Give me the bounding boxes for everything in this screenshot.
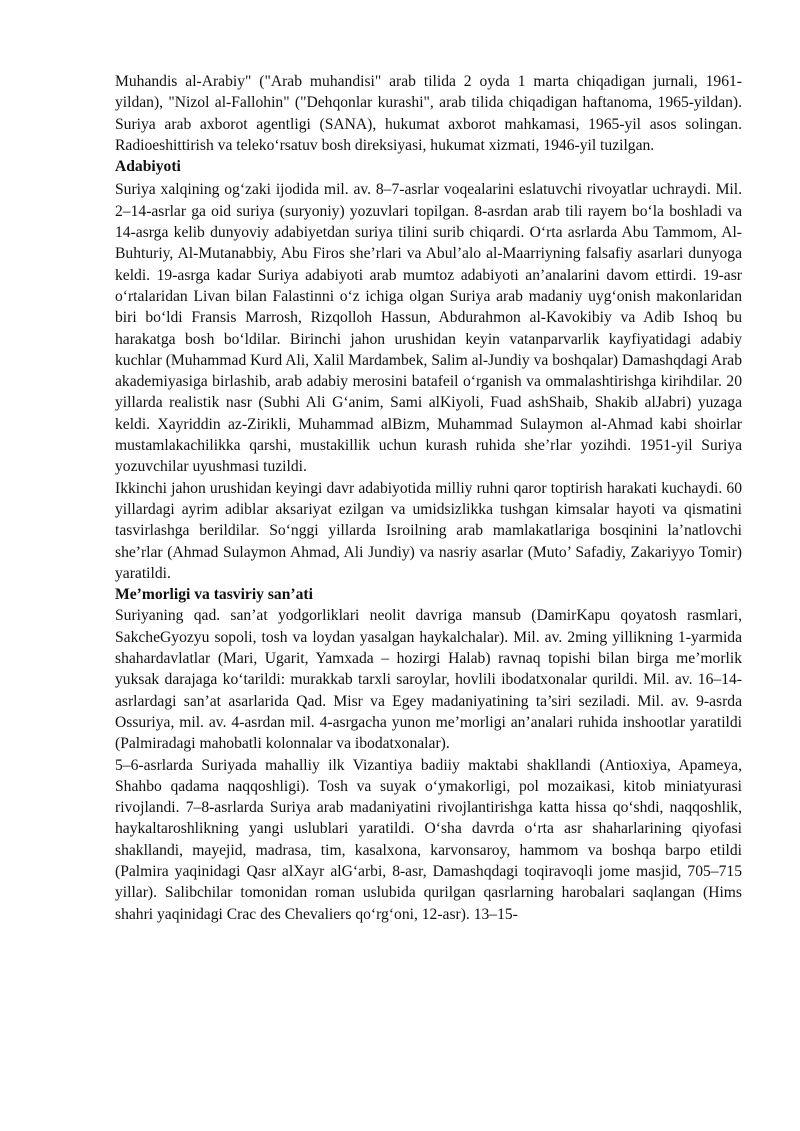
- paragraph-adabiyot-1: Suriya xalqining og‘zaki ijodida mil. av. 8–7-asrlar voqealarini eslatuvchi rivoyatlar uchraydi. Mil. 2–14-asrlar ga oid suriya (suryoniy) yozuvlari topilgan. 8-asrdan arab tili rayem bo‘la boshladi va 14-asrga kelib dunyoviy adabiyetdan suriya tilini surib chiqardi. O‘rta asrlarda Abu Tammom, Al-Buhturiy, Al-Mutanabbiy, Abu Firos she’rlari va Abul’alo al-Maarriyning falsafiy asarlari dunyoga keldi. 19-asrga kadar Suriya adabiyoti arab mumtoz adabiyoti an’analarini davom ettirdi. 19-asr o‘rtalaridan Livan bilan Falastinni o‘z ichiga olgan Suriya arab madaniy uyg‘onish makonlaridan biri bo‘ldi Fransis Marrosh, Rizqolloh Hassun, Abdurahmon al-Kavokibiy va Adib Ishoq bu harakatga bosh bo‘ldilar. Birinchi jahon urushidan keyin vatanparvarlik kayfiyatidagi adabiy kuchlar (Muhammad Kurd Ali, Xalil Mardambek, Salim al-Jundiy va boshqalar) Damashqdagi Arab akademiyasiga birlashib, arab adabiy merosini batafeil o‘rganish va ommalashtirishga kirihdilar. 20 yillarda realistik nasr (Subhi Ali G‘anim, Sami alKiyoli, Fuad ashShaib, Shakib alJabri) yuzaga keldi. Xayriddin az-Zirikli, Muhammad alBizm, Muhammad Sulaymon al-Ahmad kabi shoirlar mustamlakachilikka qarshi, mustakillik uchun kurash ruhida she’rlar yozihdi. 1951-yil Suriya yozuvchilar uyushmasi tuzildi.: [115, 181, 742, 476]
- heading-adabiyoti: Adabiyoti: [115, 158, 181, 176]
- paragraph-memorlik-2: 5–6-asrlarda Suriyada mahalliy ilk Vizantiya badiiy maktabi shakllandi (Antioxiya, Apameya, Shahbo qadama naqqoshligi). Tosh va suyak o‘ymakorligi, pol mozaikasi, kitob miniatyurasi rivojlandi. 7–8-asrlarda Suriya arab madaniyatini rivojlantirishga katta hissa qo‘shdi, naqqoshlik, haykaltaroshlikning yangi uslublari yaratildi. O‘sha davrda o‘rta asr shaharlarining qiyofasi shakllandi, mayejid, madrasa, tim, kasalxona, karvonsaroy, hammom va boshqa barpo etildi (Palmira yaqinidagi Qasr alXayr alG‘arbi, 8-asr, Damashqdagi toqiravoqli jome masjid, 705–715 yillar). Salibchilar tomonidan roman uslubida qurilgan qasrlarning harobalari saqlangan (Hims shahri yaqinidagi Crac des Chevaliers qo‘rg‘oni, 12-asr). 13–15-: [115, 756, 742, 923]
- paragraph-intro: Muhandis al-Arabiy" ("Arab muhandisi" arab tilida 2 oyda 1 marta chiqadigan jurnali, 1961-yildan), "Nizol al-Fallohin" ("Dehqonlar kurashi", arab tilida chiqadigan haftanoma, 1965-yildan). Suriya arab axborot agentligi (SANA), hukumat axborot mahkamasi, 1965-yil asos solingan. Radioeshittirish va teleko‘rsatuv bosh direksiyasi, hukumat xizmati, 1946-yil tuzilgan.: [115, 73, 742, 154]
- heading-memorligi: Me’morligi va tasviriy san’ati: [115, 586, 313, 604]
- paragraph-adabiyot-2: Ikkinchi jahon urushidan keyingi davr adabiyotida milliy ruhni qaror toptirish harakati kuchaydi. 60 yillardagi ayrim adiblar aksariyat ezilgan va umidsizlikka tushgan kimsalar hayoti va qismatini tasvirlashga berildilar. So‘nggi yillarda Isroilning arab mamlakatlariga bosqinini la’natlovchi she’rlar (Ahmad Sulaymon Ahmad, Ali Jundiy) va nasriy asarlar (Muto’ Safadiy, Zakariyyo Tomir) yaratildi.: [115, 479, 742, 582]
- paragraph-memorlik-1: Suriyaning qad. san’at yodgorliklari neolit davriga mansub (DamirKapu qoyatosh rasmlari, SakcheGyozyu sopoli, tosh va loydan yasalgan haykalchalar). Mil. av. 2ming yillikning 1-yarmida shahardavlatlar (Mari, Ugarit, Yamxada – hozirgi Halab) ravnaq topishi bilan birga me’morlik yuksak darajaga ko‘tarildi: murakkab tarxli saroylar, hovlili ibodatxonalar qurildi. Mil. av. 16–14-asrlardagi san’at asarlarida Qad. Misr va Egey madaniyatining ta’siri seziladi. Mil. av. 9-asrda Ossuriya, mil. av. 4-asrdan mil. 4-asrgacha yunon me’morligi an’analari ruhida inshootlar yaratildi (Palmiradagi mahobatli kolonnalar va ibodatxonalar).: [115, 607, 742, 753]
- document-page: [115, 71, 742, 925]
